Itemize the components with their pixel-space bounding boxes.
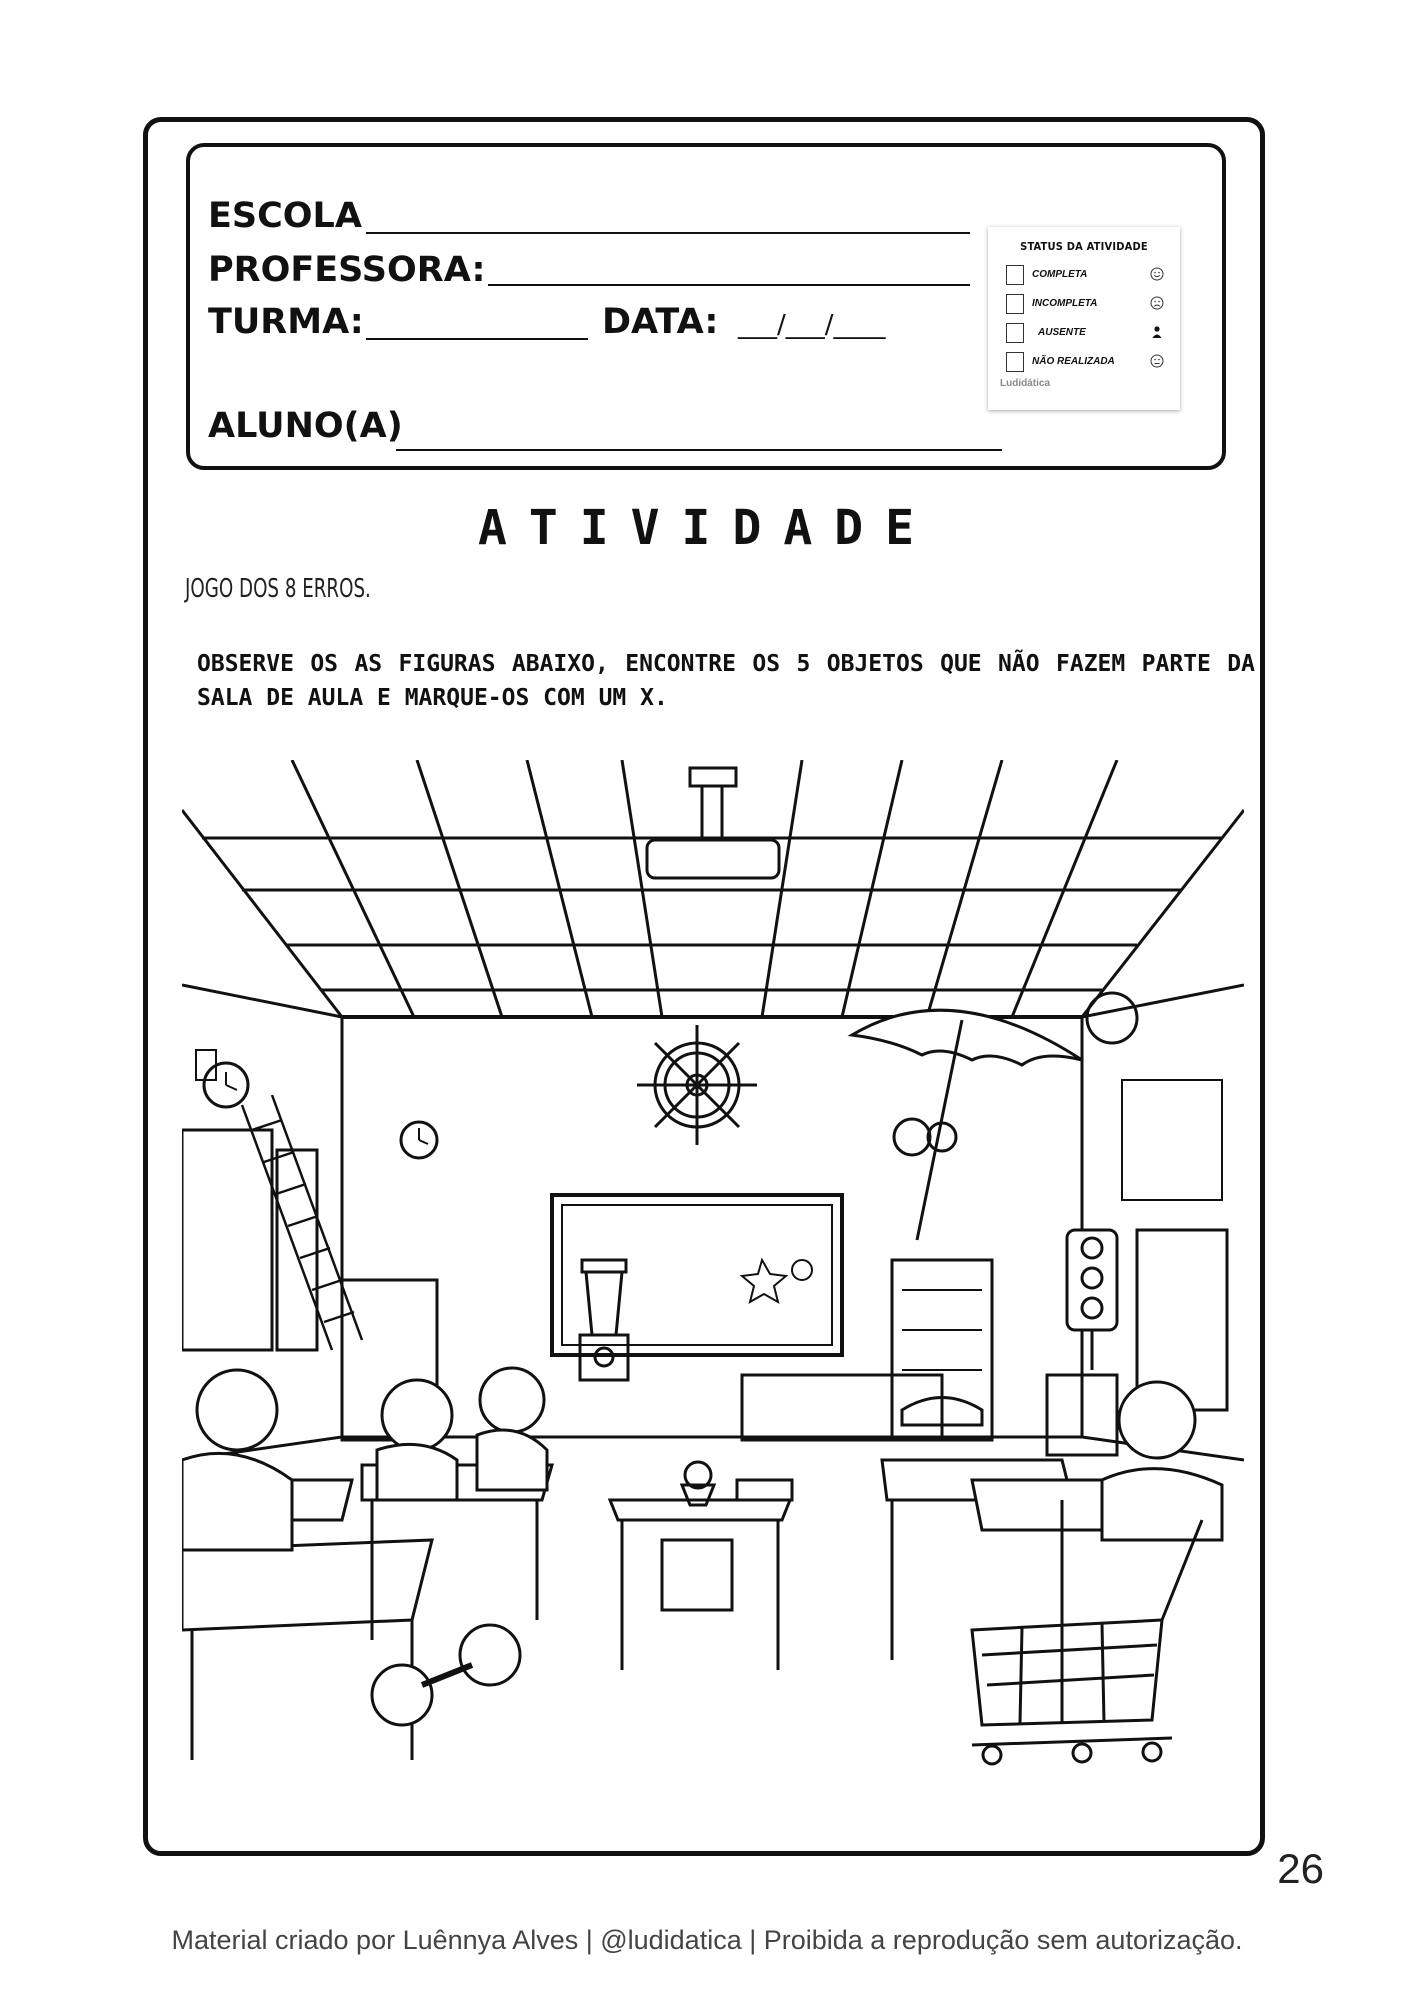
footer-credit: Material criado por Luênnya Alves | @ludidatica | Proibida a reprodução sem autorização. [171, 1925, 1243, 1955]
turma-field[interactable] [366, 338, 588, 340]
status-option-label: COMPLETA [1032, 269, 1088, 280]
shopping-cart [972, 1520, 1202, 1764]
beach-umbrella [852, 1010, 1082, 1240]
status-option-label: INCOMPLETA [1032, 298, 1098, 309]
status-card [988, 227, 1180, 410]
blender [580, 1260, 628, 1380]
left-poster [277, 1150, 317, 1350]
dumbbell [372, 1625, 520, 1725]
activity-instruction: OBSERVE OS AS FIGURAS ABAIXO, ENCONTRE OS 5 OBJETOS QUE NÃO FAZEM PARTE DA SALA DE AULA E MARQUE-OS COM UM X. [197, 651, 1255, 711]
status-option-nao-realizada[interactable] [1006, 352, 1166, 374]
status-option-completa[interactable] [1006, 265, 1166, 287]
alarm-bell [1087, 993, 1137, 1043]
teacher-desk [610, 1500, 790, 1670]
traffic-light [1067, 1230, 1117, 1370]
frown-icon [1150, 296, 1164, 310]
turma-label: TURMA: [208, 302, 364, 342]
classroom-illustration [182, 760, 1244, 1770]
professora-field[interactable] [488, 284, 970, 286]
projector [647, 768, 779, 878]
ladder [242, 1095, 362, 1350]
status-checkbox[interactable] [1006, 265, 1024, 285]
back-wall [342, 1017, 1082, 1437]
aluno-field[interactable] [396, 449, 1002, 451]
brand-label: Ludidática [1000, 378, 1051, 389]
right-wall-frames [1122, 1080, 1222, 1200]
activity-subtitle: JOGO DOS 8 ERROS. [185, 574, 371, 604]
status-option-ausente[interactable] [1006, 323, 1166, 345]
aluno-label: ALUNO(A) [208, 406, 403, 446]
student-right [1102, 1382, 1222, 1540]
chalkboard [552, 1195, 842, 1355]
ceiling-grid [182, 760, 1244, 1017]
date-field[interactable]: ___/___/____ [738, 310, 886, 340]
status-title: STATUS DA ATIVIDADE [1020, 240, 1148, 253]
box-on-desk [737, 1480, 792, 1500]
status-option-label: NÃO REALIZADA [1032, 356, 1115, 367]
person-icon [1150, 325, 1164, 339]
back-counter [742, 1375, 942, 1440]
spiral-decoration [928, 1123, 956, 1151]
escola-label: ESCOLA [208, 196, 362, 236]
page-number: 26 [1277, 1845, 1324, 1892]
wall-clock-right [894, 1119, 930, 1155]
starfish-drawing [742, 1260, 812, 1302]
students-left [182, 1368, 547, 1550]
left-bulletin-board [182, 1130, 272, 1350]
status-option-incompleta[interactable] [1006, 294, 1166, 316]
status-checkbox[interactable] [1006, 352, 1024, 372]
status-checkbox[interactable] [1006, 294, 1024, 314]
neutral-face-icon [1150, 354, 1164, 368]
status-option-label: AUSENTE [1038, 327, 1086, 338]
status-checkbox[interactable] [1006, 323, 1024, 343]
data-label: DATA: [602, 302, 719, 342]
smile-icon [1150, 267, 1164, 281]
ship-wheel [637, 1025, 757, 1145]
professora-label: PROFESSORA: [208, 250, 486, 290]
escola-field[interactable] [366, 232, 970, 234]
activity-title: ATIVIDADE [477, 500, 937, 556]
